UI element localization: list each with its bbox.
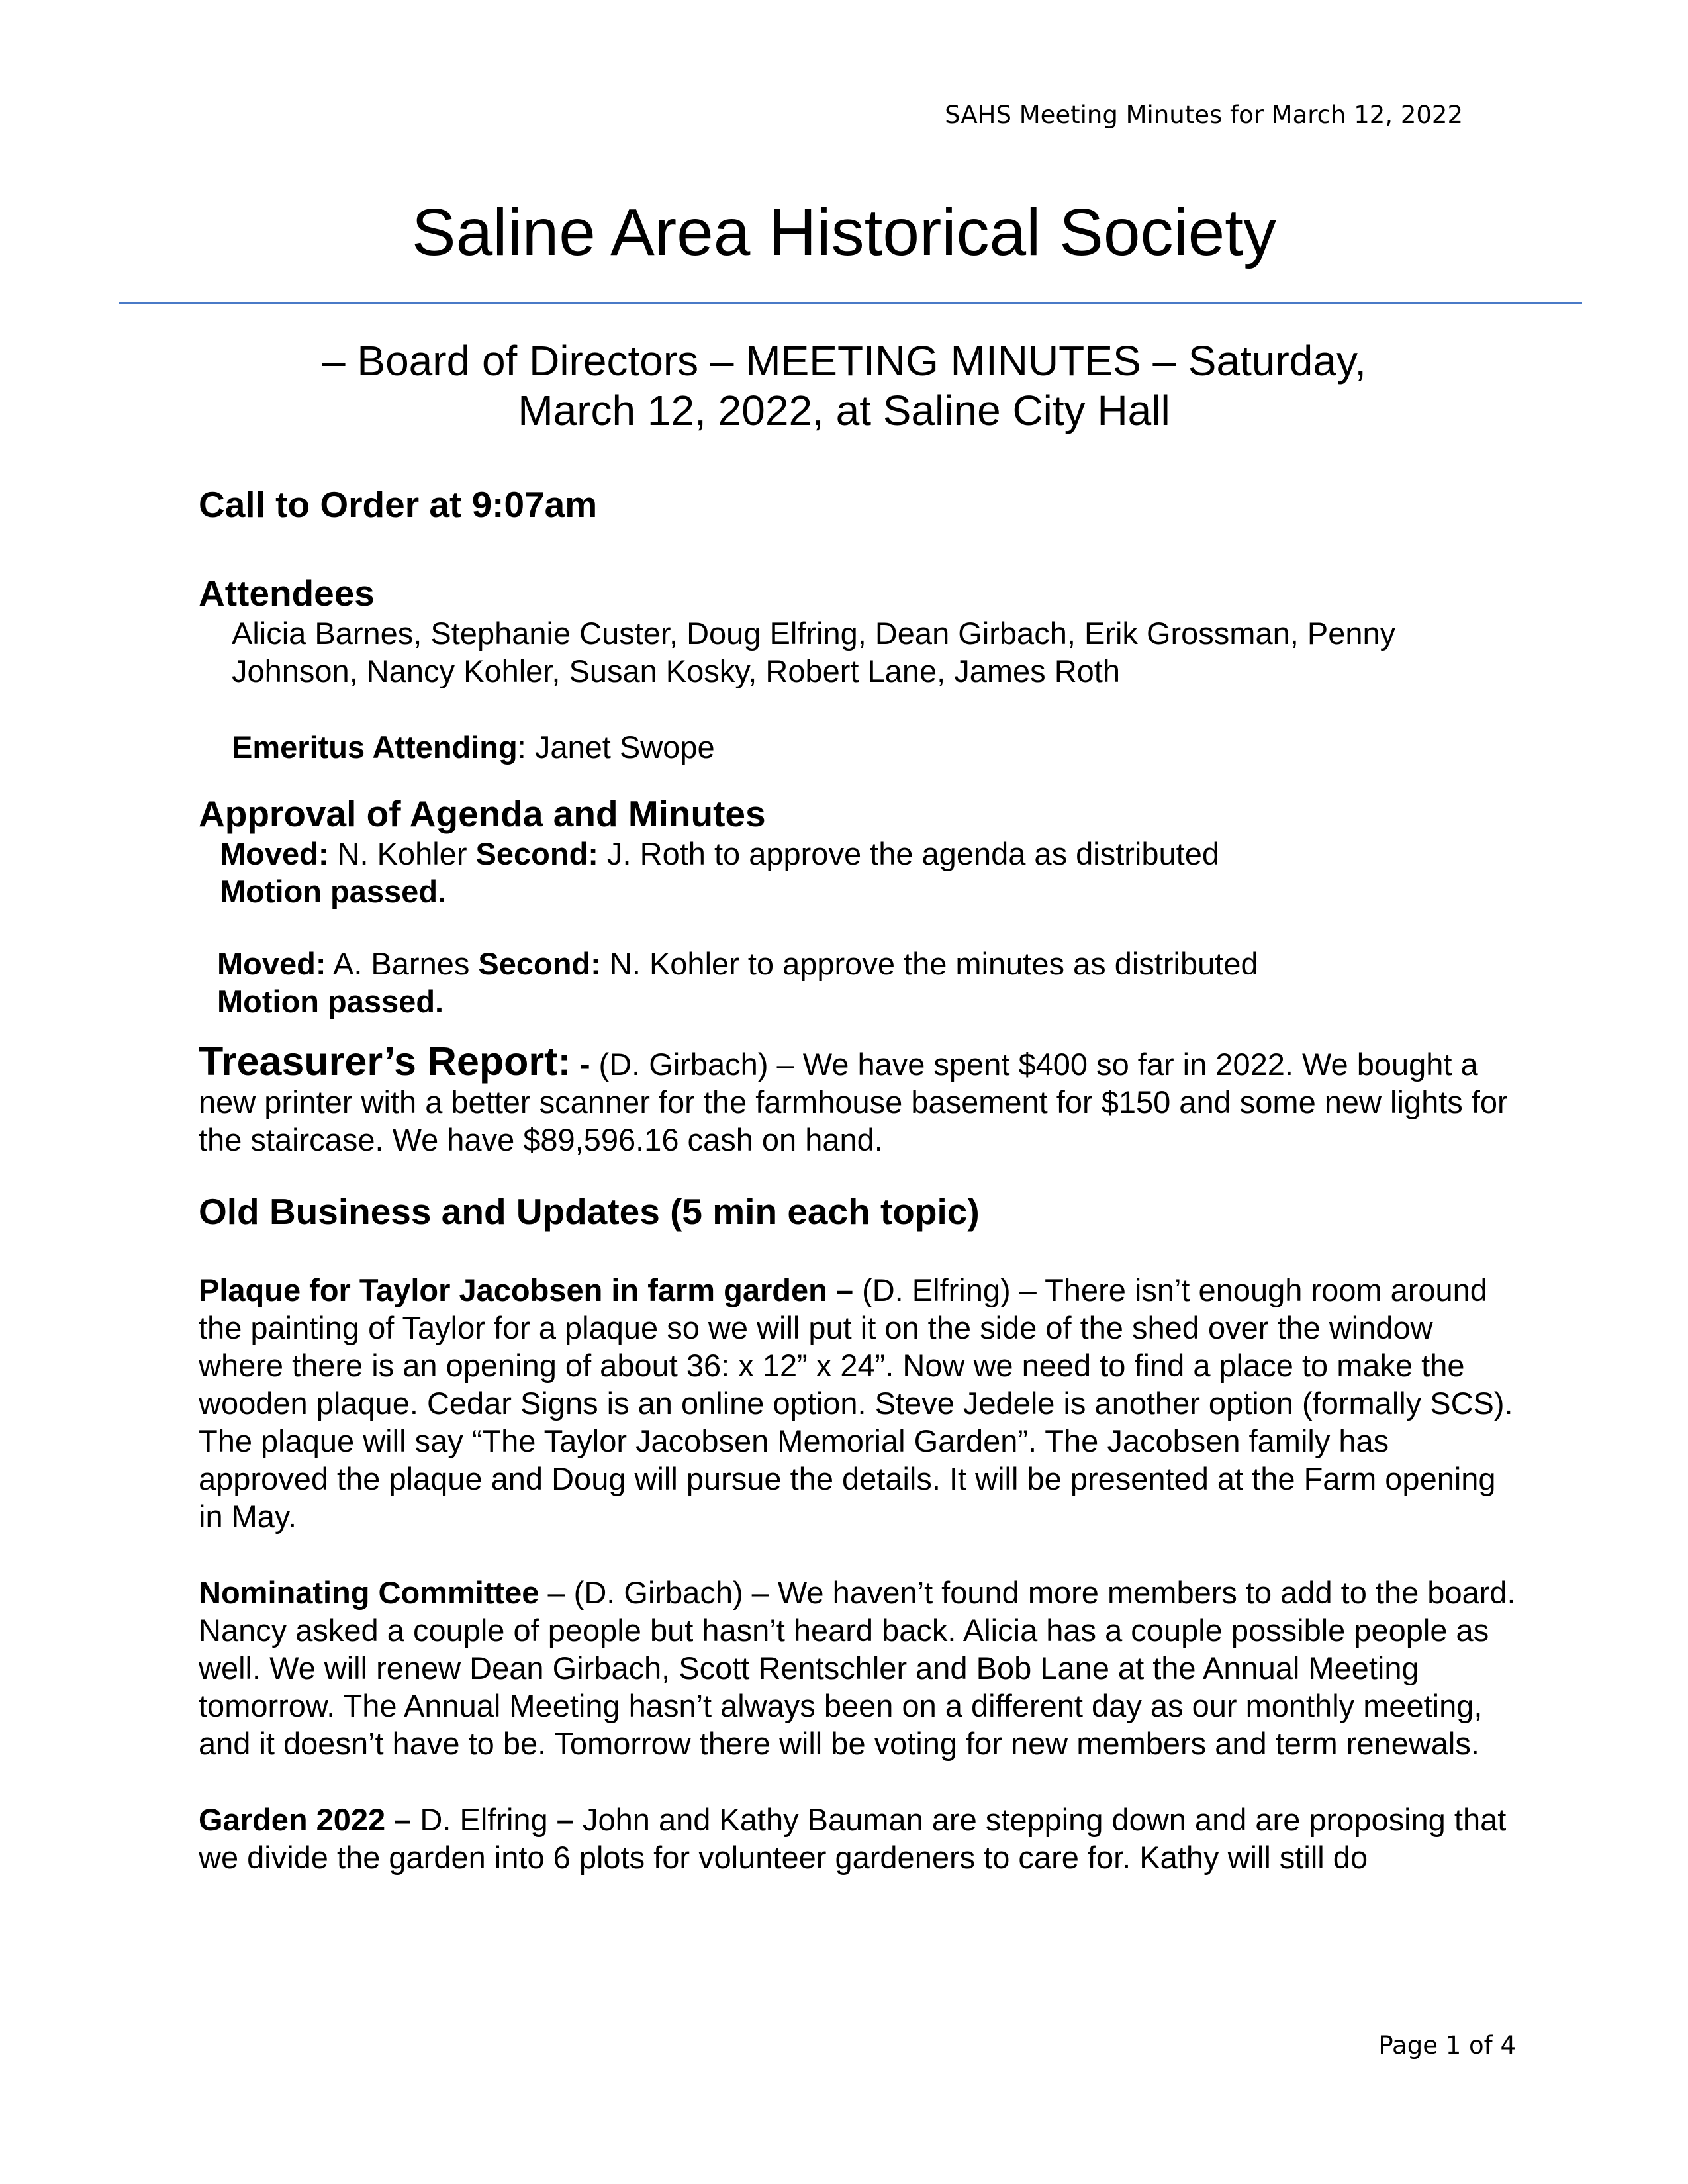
moved-by: N. Kohler [328, 836, 476, 871]
garden-lead: D. Elfring [411, 1802, 557, 1837]
treasurer-report [199, 1039, 1516, 1159]
subtitle-line-2: March 12, 2022, at Saline City Hall [518, 387, 1170, 434]
nominating-item [199, 1574, 1516, 1762]
meeting-subtitle [0, 336, 1688, 436]
treasurer-text: (D. Girbach) – We have spent $400 so far in 2022. We bought a new printer with a better scanner for the farmhouse basement for $150 and some new lights for the staircase. We have $89,596.16 cash on hand. [199, 1047, 1508, 1157]
approval-heading: Approval of Agenda and Minutes [199, 793, 766, 834]
motion-2 [199, 945, 1516, 1020]
motion-text: J. Roth to approve the agenda as distributed [598, 836, 1219, 871]
second-label: Second: [475, 836, 598, 871]
motion-result: Motion passed. [217, 984, 444, 1019]
treasurer-dash: - [571, 1047, 599, 1082]
emeritus-names: : Janet Swope [517, 730, 715, 765]
old-business-heading: Old Business and Updates (5 min each topic) [199, 1191, 980, 1232]
plaque-text: (D. Elfring) – There isn’t enough room around the painting of Taylor for a plaque so we will put it on the side of the shed over the window where there is an opening of about 36: x 12” x 24”. Now we need to find a place to make the wooden plaque. Cedar Signs is an online option. Steve Jedele is another option (formally SCS). The plaque will say “The Taylor Jacobsen Memorial Garden”. The Jacobsen family has approved the plaque and Doug will pursue the details. It will be presented at the Farm opening in May. [199, 1272, 1513, 1534]
call-to-order-heading: Call to Order at 9:07am [199, 484, 598, 525]
attendees-heading: Attendees [199, 573, 375, 614]
garden-label: Garden 2022 – [199, 1802, 412, 1837]
garden-dash: – [556, 1802, 574, 1837]
emeritus-line [199, 728, 1516, 766]
nominating-text: – (D. Girbach) – We haven’t found more members to add to the board. Nancy asked a couple of people but hasn’t heard back. Alicia has a couple possible people as well. We will renew Dean Girbach, Scott Rentschler and Bob Lane at the Annual Meeting tomorrow. The Annual Meeting hasn’t always been on a different day as our monthly meeting, and it doesn’t have to be. Tomorrow there will be voting for new members and term renewals. [199, 1575, 1516, 1761]
document-title: Saline Area Historical Society [411, 195, 1277, 269]
motion-1 [199, 835, 1516, 910]
minutes-body [199, 483, 1516, 1876]
subtitle-line-1: – Board of Directors – MEETING MINUTES – Saturday, [322, 337, 1366, 385]
moved-label: Moved: [220, 836, 329, 871]
emeritus-label: Emeritus Attending [232, 730, 518, 765]
moved-label: Moved: [217, 946, 326, 981]
page-number: Page 1 of 4 [1378, 2031, 1516, 2060]
plaque-label: Plaque for Taylor Jacobsen in farm garden – [199, 1272, 854, 1307]
garden-item [199, 1801, 1516, 1876]
motion-text: N. Kohler to approve the minutes as distributed [600, 946, 1258, 981]
plaque-item [199, 1271, 1516, 1535]
running-header: SAHS Meeting Minutes for March 12, 2022 [945, 101, 1463, 129]
title-divider [119, 302, 1582, 304]
attendees-list: Alicia Barnes, Stephanie Custer, Doug Elfring, Dean Girbach, Erik Grossman, Penny Johnson, Nancy Kohler, Susan Kosky, Robert Lane, James Roth [232, 616, 1396, 688]
second-label: Second: [478, 946, 601, 981]
nominating-label: Nominating Committee [199, 1575, 539, 1610]
moved-by: A. Barnes [326, 946, 479, 981]
treasurer-heading: Treasurer’s Report: [199, 1039, 571, 1084]
garden-text: John and Kathy Bauman are stepping down and are proposing that we divide the garden into 6 plots for volunteer gardeners to care for. Kathy will still do [199, 1802, 1507, 1875]
motion-result: Motion passed. [220, 874, 447, 909]
